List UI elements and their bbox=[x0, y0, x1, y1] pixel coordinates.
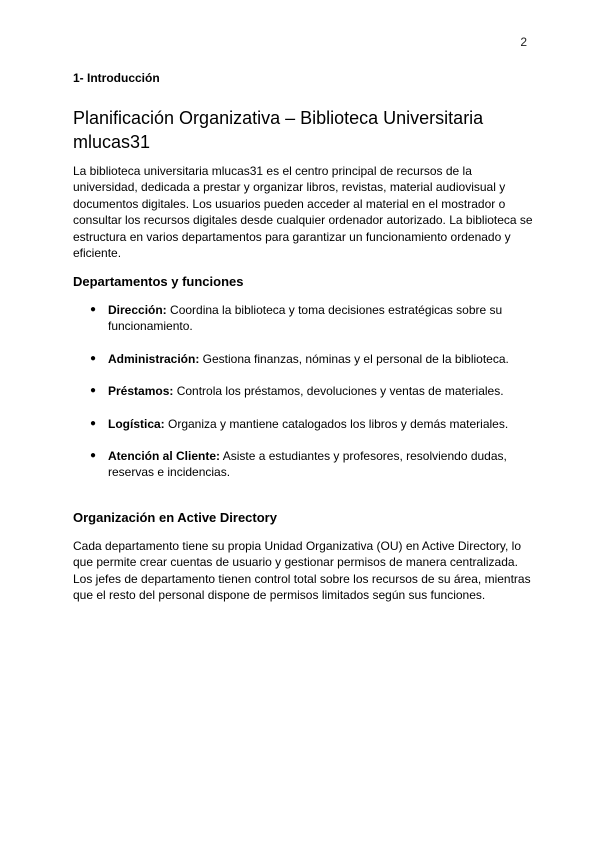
department-description: Asiste a estudiantes y profesores, resolviendo dudas, reservas e incidencias. bbox=[108, 449, 507, 480]
bullet-icon: ● bbox=[90, 352, 97, 364]
department-name: Administración: bbox=[108, 351, 200, 366]
active-directory-paragraph: Cada departamento tiene su propia Unidad Organizativa (OU) en Active Directory, lo que permite crear cuentas de usuario y gestionar permisos de manera centralizada. Los jefes de departamento tienen control total sobre los recursos de su área, mientras que el resto del personal dispone de permisos limitados según sus funciones. bbox=[73, 539, 531, 603]
departments-heading: Departamentos y funciones bbox=[73, 274, 244, 289]
page-number: 2 bbox=[520, 35, 527, 49]
page-title: Planificación Organizativa – Biblioteca Universitaria mlucas31 bbox=[73, 108, 484, 152]
list-item bbox=[90, 448, 530, 481]
department-description: Organiza y mantiene catalogados los libros y demás materiales. bbox=[164, 416, 509, 431]
department-description: Controla los préstamos, devoluciones y ventas de materiales. bbox=[173, 384, 504, 399]
list-item bbox=[90, 351, 530, 367]
list-item bbox=[90, 383, 530, 399]
intro-paragraph: La biblioteca universitaria mlucas31 es el centro principal de recursos de la universidad, dedicada a prestar y organizar libros, revistas, material audiovisual y documentos digitales. Los usuarios pueden acceder al material en el mostrador o consultar los recursos digitales desde cualquier ordenador autorizado. La biblioteca se estructura en varios departamentos para garantizar un funcionamiento ordenado y eficiente. bbox=[73, 164, 533, 261]
list-item bbox=[90, 302, 530, 335]
department-description: Coordina la biblioteca y toma decisiones estratégicas sobre su funcionamiento. bbox=[108, 303, 503, 334]
active-directory-heading: Organización en Active Directory bbox=[73, 510, 277, 525]
list-item bbox=[90, 416, 530, 432]
department-name: Dirección: bbox=[108, 303, 167, 317]
section-label: 1- Introducción bbox=[73, 71, 160, 85]
bullet-icon: ● bbox=[90, 450, 97, 462]
bullet-icon: ● bbox=[90, 304, 97, 315]
bullet-icon: ● bbox=[90, 417, 97, 429]
bullet-icon: ● bbox=[90, 385, 97, 397]
department-name: Préstamos: bbox=[108, 384, 174, 399]
department-name: Logística: bbox=[108, 416, 165, 431]
department-name: Atención al Cliente: bbox=[108, 449, 221, 464]
departments-list bbox=[90, 302, 530, 497]
department-description: Gestiona finanzas, nóminas y el personal de la biblioteca. bbox=[199, 351, 509, 366]
